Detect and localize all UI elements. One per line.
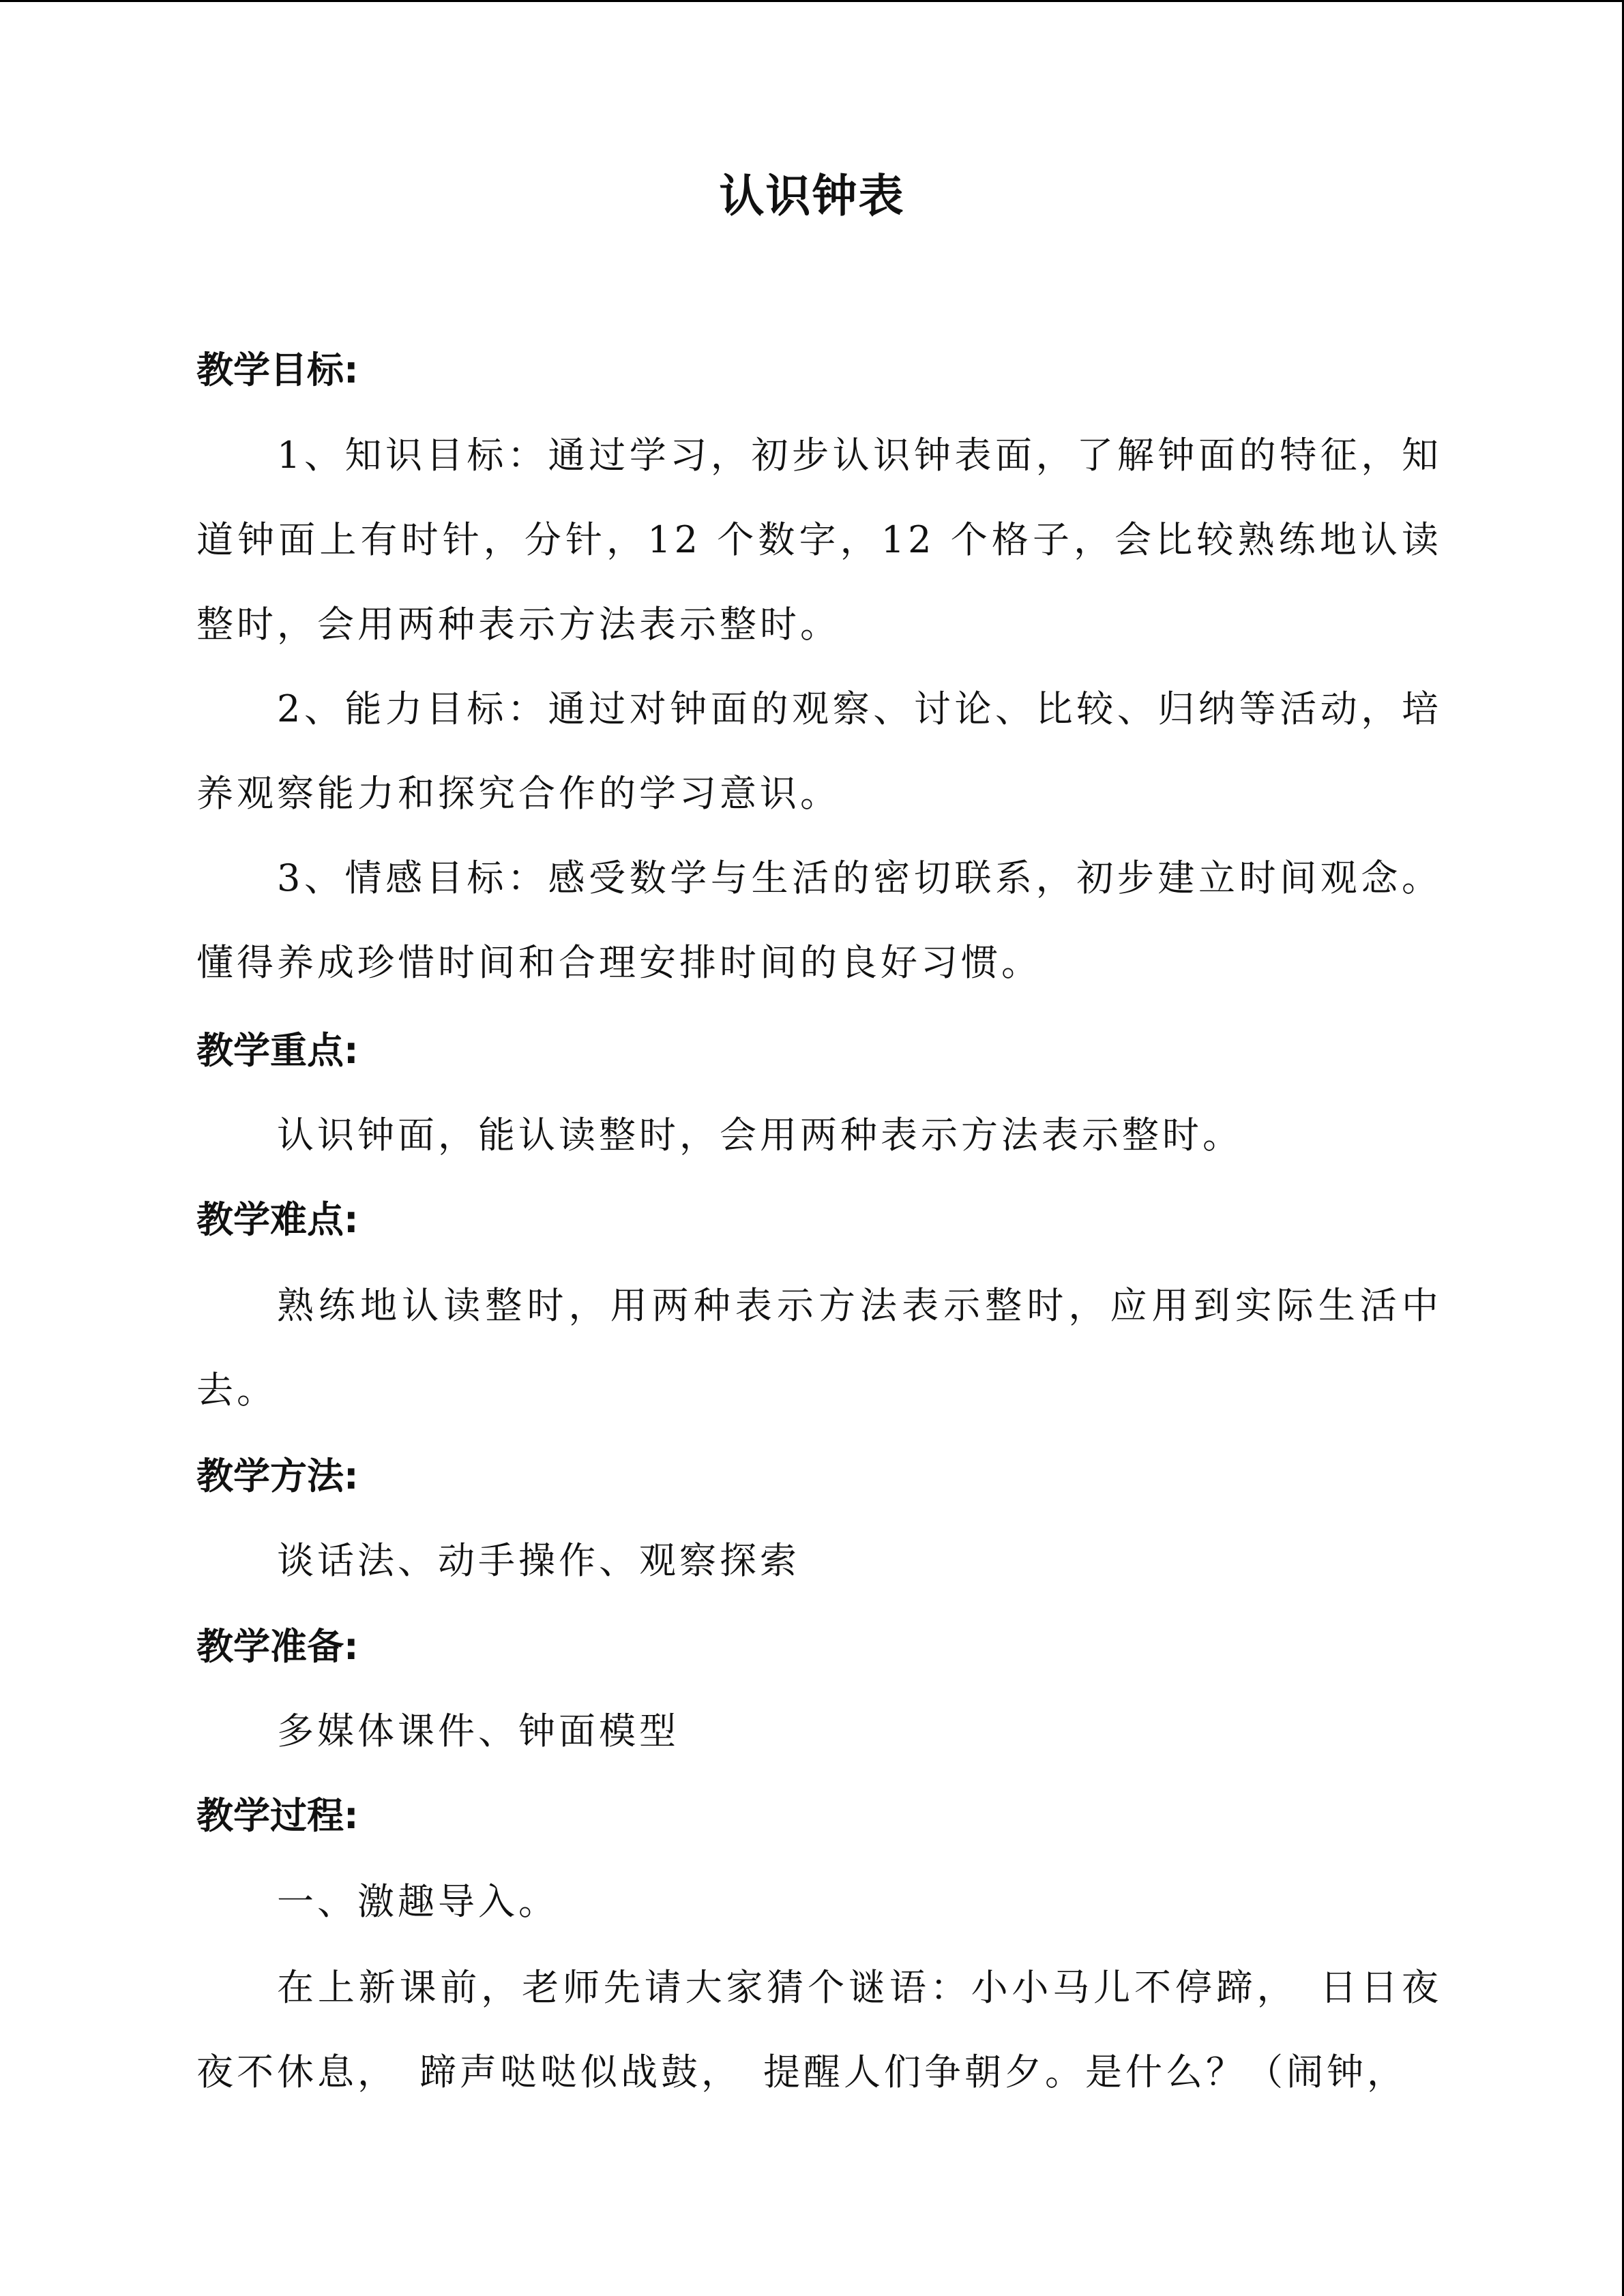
section-heading-preparation: 教学准备:: [196, 1625, 359, 1668]
difficulties-paragraph: 熟练地认读整时，用两种表示方法表示整时，应用到实际生活中去。: [196, 1284, 1442, 1412]
section-heading-goals: 教学目标:: [196, 348, 359, 391]
preparation-text: 多媒体课件、钟面模型: [277, 1710, 679, 1753]
section-heading-difficulties: 教学难点:: [196, 1198, 359, 1241]
goal-emotion-paragraph: 3、情感目标：感受数学与生活的密切联系，初步建立时间观念。懂得养成珍惜时间和合理安排时间的良好习惯。: [196, 856, 1442, 984]
section-heading-process: 教学过程:: [196, 1794, 359, 1837]
key-points-text: 认识钟面，能认读整时，会用两种表示方法表示整时。: [277, 1114, 1243, 1157]
riddle-paragraph: 在上新课前，老师先请大家猜个谜语：小小马儿不停蹄， 日日夜夜不休息， 蹄声哒哒似战鼓， 提醒人们争朝夕。是什么？（闹钟，: [196, 1966, 1442, 2093]
goal-knowledge-paragraph: 1、知识目标：通过学习，初步认识钟表面，了解钟面的特征，知道钟面上有时针，分针，12 个数字，12 个格子，会比较熟练地认读整时，会用两种表示方法表示整时。: [196, 434, 1442, 646]
goal-ability-paragraph: 2、能力目标：通过对钟面的观察、讨论、比较、归纳等活动，培养观察能力和探究合作的学习意识。: [196, 687, 1442, 815]
section-heading-methods: 教学方法:: [196, 1455, 359, 1497]
process-step-1: 一、激趣导入。: [277, 1880, 559, 1923]
page-title: 认识钟表: [719, 170, 905, 222]
methods-text: 谈话法、动手操作、观察探索: [277, 1539, 800, 1582]
section-heading-key-points: 教学重点:: [196, 1029, 359, 1072]
